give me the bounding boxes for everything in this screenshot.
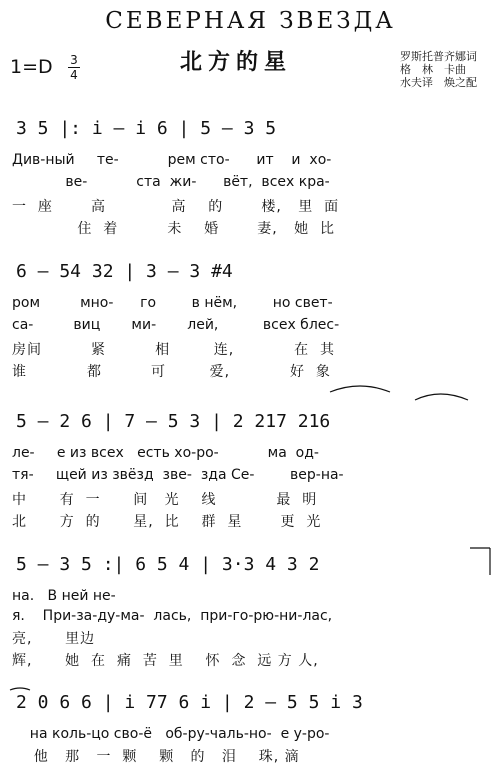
lyric-line: 北 方 的 星, 比 群 星 更 光 xyxy=(12,514,322,530)
lyric-line: са- виц ми- лей, всех блес- xyxy=(12,317,340,333)
meter-top: 3 xyxy=(70,53,78,67)
lyric-line: 一 座 高 高 的 楼, 里 面 xyxy=(12,199,340,215)
lyric-line: 房间 紧 相 连, 在 其 xyxy=(12,342,336,358)
lyric-line: 谁 都 可 爱, 好 象 xyxy=(12,364,331,380)
slur-mark xyxy=(330,386,390,392)
credit-composer: 格 林 卡曲 xyxy=(400,63,466,76)
lyric-line: Див-ный те- рем сто- ит и хо- xyxy=(12,152,332,168)
title-russian: СЕВЕРНАЯ ЗВЕЗДА xyxy=(105,8,396,34)
notation-line: 5 — 3 5 :| 6 5 4 | 3·3 4 3 2 xyxy=(16,554,320,575)
notation-line: 5 — 2 6 | 7 — 5 3 | 2 217 216 xyxy=(16,411,331,432)
lyric-line: на. В ней не- xyxy=(12,588,116,604)
lyric-line: 辉, 她 在 痛 苦 里 怀 念 远 方 人, xyxy=(12,653,319,669)
slur-mark xyxy=(415,394,468,400)
lyric-line: тя- щей из звёзд зве- зда Се- вер-на- xyxy=(12,467,344,483)
notation-line: 3 5 |: i — i 6 | 5 — 3 5 xyxy=(16,118,277,139)
credit-arranger: 水夫译 焕之配 xyxy=(400,76,477,89)
title-chinese: 北方的星 xyxy=(180,50,293,75)
tie-mark xyxy=(10,688,30,690)
notation-line: 6 — 54 32 | 3 — 3 #4 xyxy=(16,261,233,282)
notation-line: 2 0 6 6 | i 77 6 i | 2 — 5 5 i 3 xyxy=(16,692,363,713)
lyric-line: 他 那 一 颗 颗 的 泪 珠, 滴 xyxy=(12,749,300,765)
lyric-line: ром мно- го в нём, но свет- xyxy=(12,295,333,311)
lyric-line: на коль-цо сво-ё об-ру-чаль-но- е у-ро- xyxy=(12,726,330,742)
key-signature: 1=D xyxy=(10,56,53,78)
credit-lyricist: 罗斯托普齐娜词 xyxy=(400,50,477,63)
lyric-line: 中 有 一 间 光 线 最 明 xyxy=(12,492,318,508)
lyric-line: ле- е из всех есть хо-ро- ма од- xyxy=(12,445,319,461)
lyric-line: ве- ста жи- вёт, всех кра- xyxy=(12,174,330,190)
lyric-line: я. При-за-ду-ма- лась, при-го-рю-ни-лас, xyxy=(12,608,333,624)
lyric-line: 住 着 未 婚 妻, 她 比 xyxy=(12,221,336,237)
meter-bottom: 4 xyxy=(70,68,78,82)
lyric-line: 亮, 里边 xyxy=(12,631,96,647)
